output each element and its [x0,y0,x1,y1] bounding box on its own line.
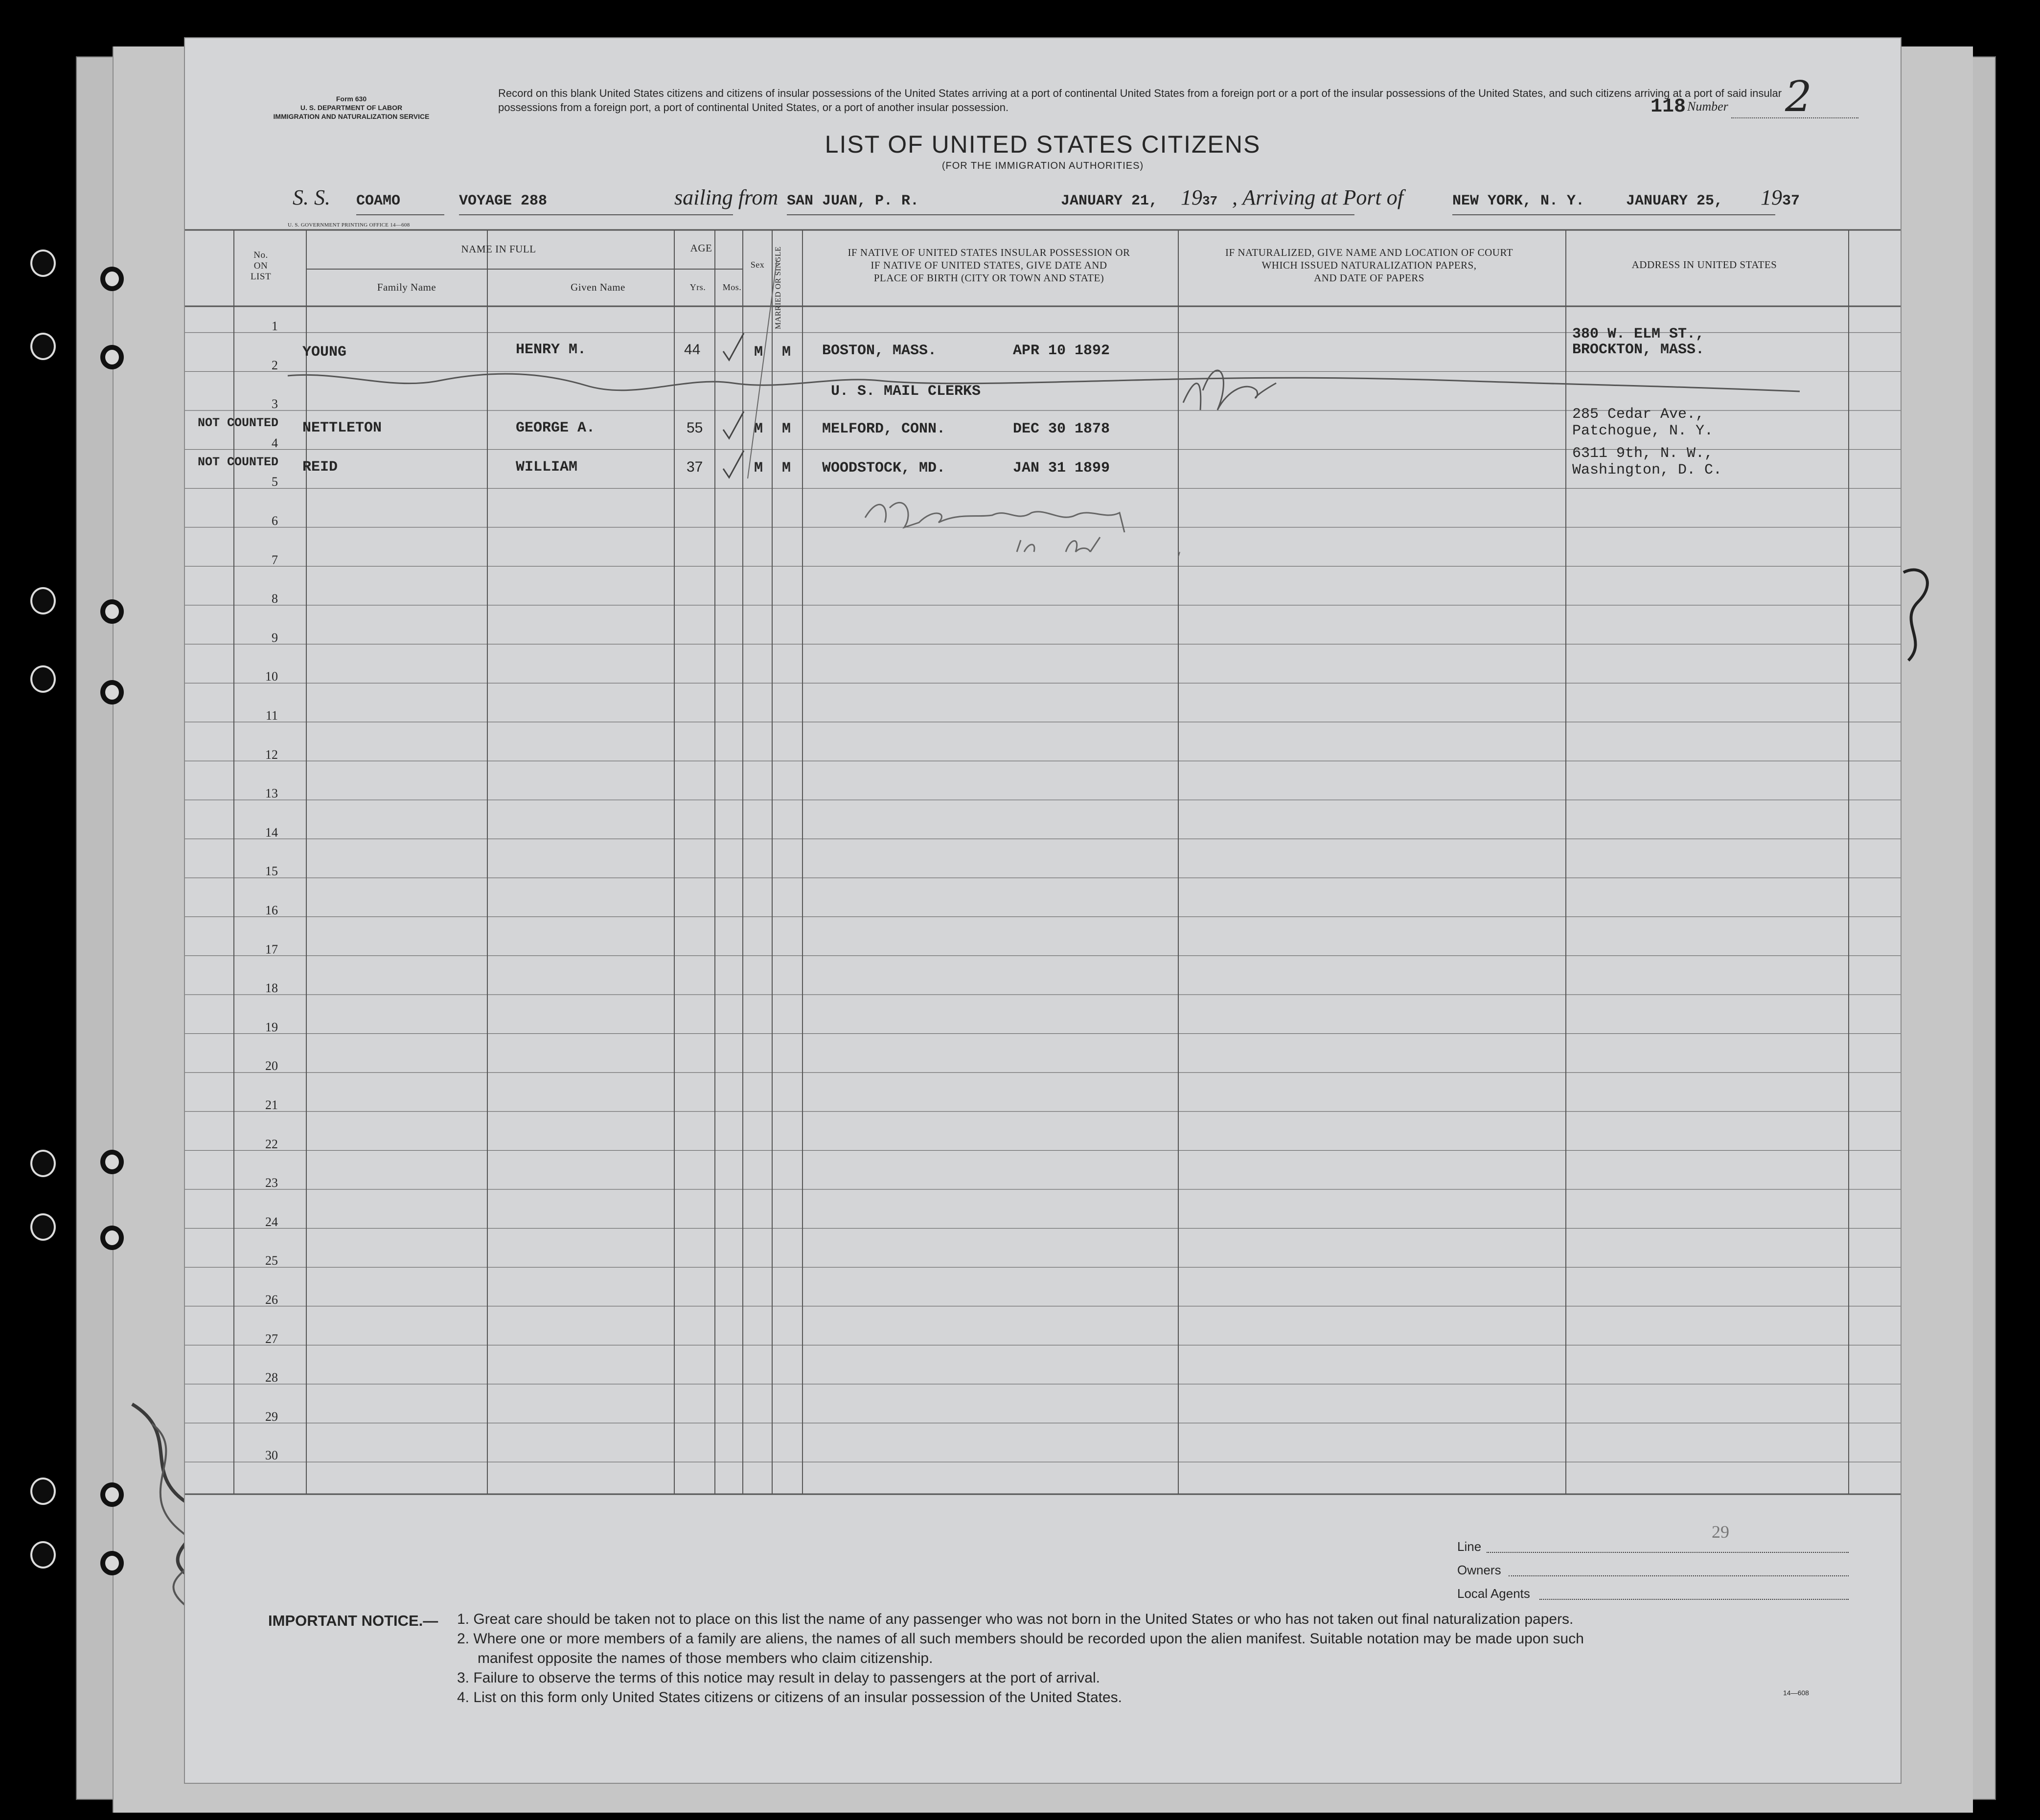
time-annotation [1017,537,1100,552]
row3-age-years: 55 [687,420,703,436]
row-number: 24 [265,1214,278,1229]
header-naturalized-line-3: AND DATE OF PAPERS [1314,272,1424,284]
punch-hole [30,587,56,614]
arrival-year-suffix: 37 [1782,193,1800,209]
row-number: 11 [265,708,278,723]
row-number: 21 [265,1098,278,1112]
voyage-number: VOYAGE 288 [459,193,548,209]
binder-ring-hole [100,345,124,369]
header-on-text: ON [253,261,268,271]
header-address: ADDRESS IN UNITED STATES [1631,259,1777,271]
departure-date: JANUARY 21, [1061,193,1158,209]
row-number: 26 [265,1293,278,1307]
row-number: 4 [272,435,278,450]
header-native-line-3: PLACE OF BIRTH (CITY OR TOWN AND STATE) [873,272,1104,284]
row-number: 12 [265,747,278,762]
form-subtitle: (FOR THE IMMIGRATION AUTHORITIES) [941,160,1144,171]
check-mark [723,451,744,478]
row4-address-line-1: 6311 9th, N. W., [1572,445,1714,462]
row-number: 6 [272,514,278,528]
header-married-single: MARRIED OR SINGLE [774,246,782,329]
printing-office-note: U. S. GOVERNMENT PRINTING OFFICE 14—608 [288,222,410,228]
row-number: 18 [265,981,278,996]
row-number: 25 [265,1253,278,1268]
header-age-years: Yrs. [689,282,706,292]
punch-hole [30,1213,56,1241]
notice-item-2-continued: manifest opposite the names of those members who claim citizenship. [478,1650,933,1666]
ss-label: S. S. [293,185,330,209]
row4-address-line-2: Washington, D. C. [1572,462,1722,478]
arriving-label: , Arriving at Port of [1232,185,1403,209]
sailing-from-label: sailing from [674,185,779,209]
row3-marital: M [782,421,791,437]
arrival-year-prefix: 19 [1761,185,1782,209]
row-number: 23 [265,1176,278,1190]
row3-sex: M [754,421,763,437]
handwritten-marks [185,38,1901,1783]
important-notice-list [457,1610,1876,1707]
notice-item-3: 3. Failure to observe the terms of this notice may result in delay to passengers at the port of arrival. [457,1670,1100,1686]
binder-ring-hole [100,267,124,291]
departure-port: SAN JUAN, P. R. [787,193,919,209]
row-number: 14 [265,825,278,840]
row1-family-name: YOUNG [302,344,347,361]
form-title: LIST OF UNITED STATES CITIZENS [825,131,1261,158]
departure-year-suffix: 37 [1202,194,1218,208]
header-age-months: Mos. [722,282,742,292]
row3-address-line-1: 285 Cedar Ave., [1572,406,1705,423]
ship-name: COAMO [356,193,401,209]
check-mark [723,411,744,438]
department-name: U. S. DEPARTMENT OF LABOR [300,104,403,112]
departure-year-prefix: 19 [1181,185,1202,209]
row3-not-counted: NOT COUNTED [198,416,279,430]
row1-address-line-1: 380 W. ELM ST., [1572,326,1705,342]
important-notice-heading: IMPORTANT NOTICE.— [268,1612,438,1629]
row-number: 3 [272,397,278,411]
row-number: 19 [265,1020,278,1034]
punch-hole [30,333,56,360]
header-family-name: Family Name [377,281,436,293]
header-age: AGE [690,242,712,254]
manifest-sheet [185,38,1901,1783]
row1-marital: M [782,344,791,361]
row-number: 1 [272,319,278,333]
service-name: IMMIGRATION AND NATURALIZATION SERVICE [273,113,430,120]
binder-ring-hole [100,599,124,624]
header-given-name: Given Name [571,281,625,293]
header-list-text: LIST [250,272,272,282]
line-label: Line [1457,1539,1482,1554]
row-number: 17 [265,942,278,956]
row-number: 27 [265,1331,278,1346]
row1-given-name: HENRY M. [516,341,587,358]
arrival-port: NEW YORK, N. Y. [1452,193,1585,209]
line-field [1487,1552,1849,1553]
row-number: 16 [265,903,278,917]
row4-not-counted: NOT COUNTED [198,455,279,469]
row3-birthplace: MELFORD, CONN. [822,421,946,437]
row-number: 9 [272,630,278,645]
row4-age-years: 37 [687,459,703,475]
row1-age-years: 44 [684,341,701,358]
row-number: 30 [265,1448,278,1463]
punch-hole [30,250,56,277]
row4-given-name: WILLIAM [516,459,578,476]
header-naturalized-line-2: WHICH ISSUED NATURALIZATION PAPERS, [1261,259,1477,271]
row1-address-line-2: BROCKTON, MASS. [1572,341,1705,358]
inspector-signature [865,502,1124,532]
row4-sex: M [754,460,763,477]
header-name-in-full: NAME IN FULL [461,243,536,255]
row4-marital: M [782,460,791,477]
number-label: Number [1687,99,1728,114]
owners-label: Owners [1457,1563,1501,1577]
row-number: 15 [265,864,278,879]
binder-ring-hole [100,680,124,705]
pencil-line [748,258,777,478]
row-number: 7 [272,552,278,567]
row-number: 8 [272,592,278,606]
form-code: 14—608 [1783,1689,1809,1697]
list-number-handwritten: 2 [1785,72,1812,121]
row3-family-name: NETTLETON [302,420,382,436]
notice-item-1: 1. Great care should be taken not to place on this list the name of any passenger who was not born in the United States or who has not taken out final naturalization papers. [457,1611,1574,1627]
header-native-line-1: IF NATIVE OF UNITED STATES INSULAR POSSESSION OR [848,247,1130,258]
row1-birthdate: APR 10 1892 [1013,342,1110,359]
binder-ring-hole [100,1150,124,1174]
page-stamp: 29 [1712,1522,1729,1542]
notice-item-4: 4. List on this form only United States citizens or citizens of an insular possession of the United States. [457,1689,1123,1706]
header-no-text: No. [253,250,268,260]
row-number: 20 [265,1059,278,1073]
row3-birthdate: DEC 30 1878 [1013,421,1110,437]
row3-given-name: GEORGE A. [516,420,596,436]
pencil-vertical-line [1178,552,1180,557]
initials-scribble [1183,370,1276,410]
row3-address-line-2: Patchogue, N. Y. [1572,423,1714,439]
row-number: 22 [265,1137,278,1151]
local-agents-label: Local Agents [1457,1586,1530,1601]
row-number: 28 [265,1370,278,1385]
record-instructions: Record on this blank United States citizens and citizens of insular possessions of the United States arriving at a port of continental United States from a foreign port or a port of the insular possessions of the United States, and such citizens arriving at a port of said insular possessions from a foreign port, a port of continental United States, or a port of another insular possession. [498,87,1782,114]
punch-hole [30,665,56,693]
binder-ring-hole [100,1551,124,1575]
header-sex: Sex [750,260,765,270]
row-number: 10 [265,669,278,684]
list-number-typed: 118 [1650,96,1686,118]
binder-ring-hole [100,1482,124,1507]
row4-birthplace: WOODSTOCK, MD. [822,460,946,477]
row-number: 29 [265,1409,278,1424]
row-number: 5 [272,475,278,489]
punch-hole [30,1478,56,1505]
row4-family-name: REID [302,459,338,476]
form-number: Form 630 [336,95,367,103]
notice-item-2: 2. Where one or more members of a family are aliens, the names of all such members should be recorded upon the alien manifest. Suitable notation may be made upon such [457,1631,1584,1647]
header-naturalized-line-1: IF NATURALIZED, GIVE NAME AND LOCATION OF COURT [1225,247,1513,258]
row1-sex: M [754,344,763,361]
check-mark [723,333,744,360]
header-native-line-2: IF NATIVE OF UNITED STATES, GIVE DATE AND [871,259,1107,271]
punch-hole [30,1541,56,1569]
punch-hole [30,1150,56,1177]
paper-edge-scribble [1899,563,1943,670]
row4-birthdate: JAN 31 1899 [1013,460,1110,477]
wavy-strike-line [288,374,1800,391]
row1-birthplace: BOSTON, MASS. [822,342,937,359]
binder-ring-hole [100,1226,124,1250]
row-number: 2 [272,358,278,372]
local-agents-field [1539,1599,1849,1600]
row-number: 13 [265,786,278,801]
row2-mail-clerks-note: U. S. MAIL CLERKS [831,383,981,400]
owners-field [1509,1575,1849,1576]
arrival-date: JANUARY 25, [1626,193,1723,209]
